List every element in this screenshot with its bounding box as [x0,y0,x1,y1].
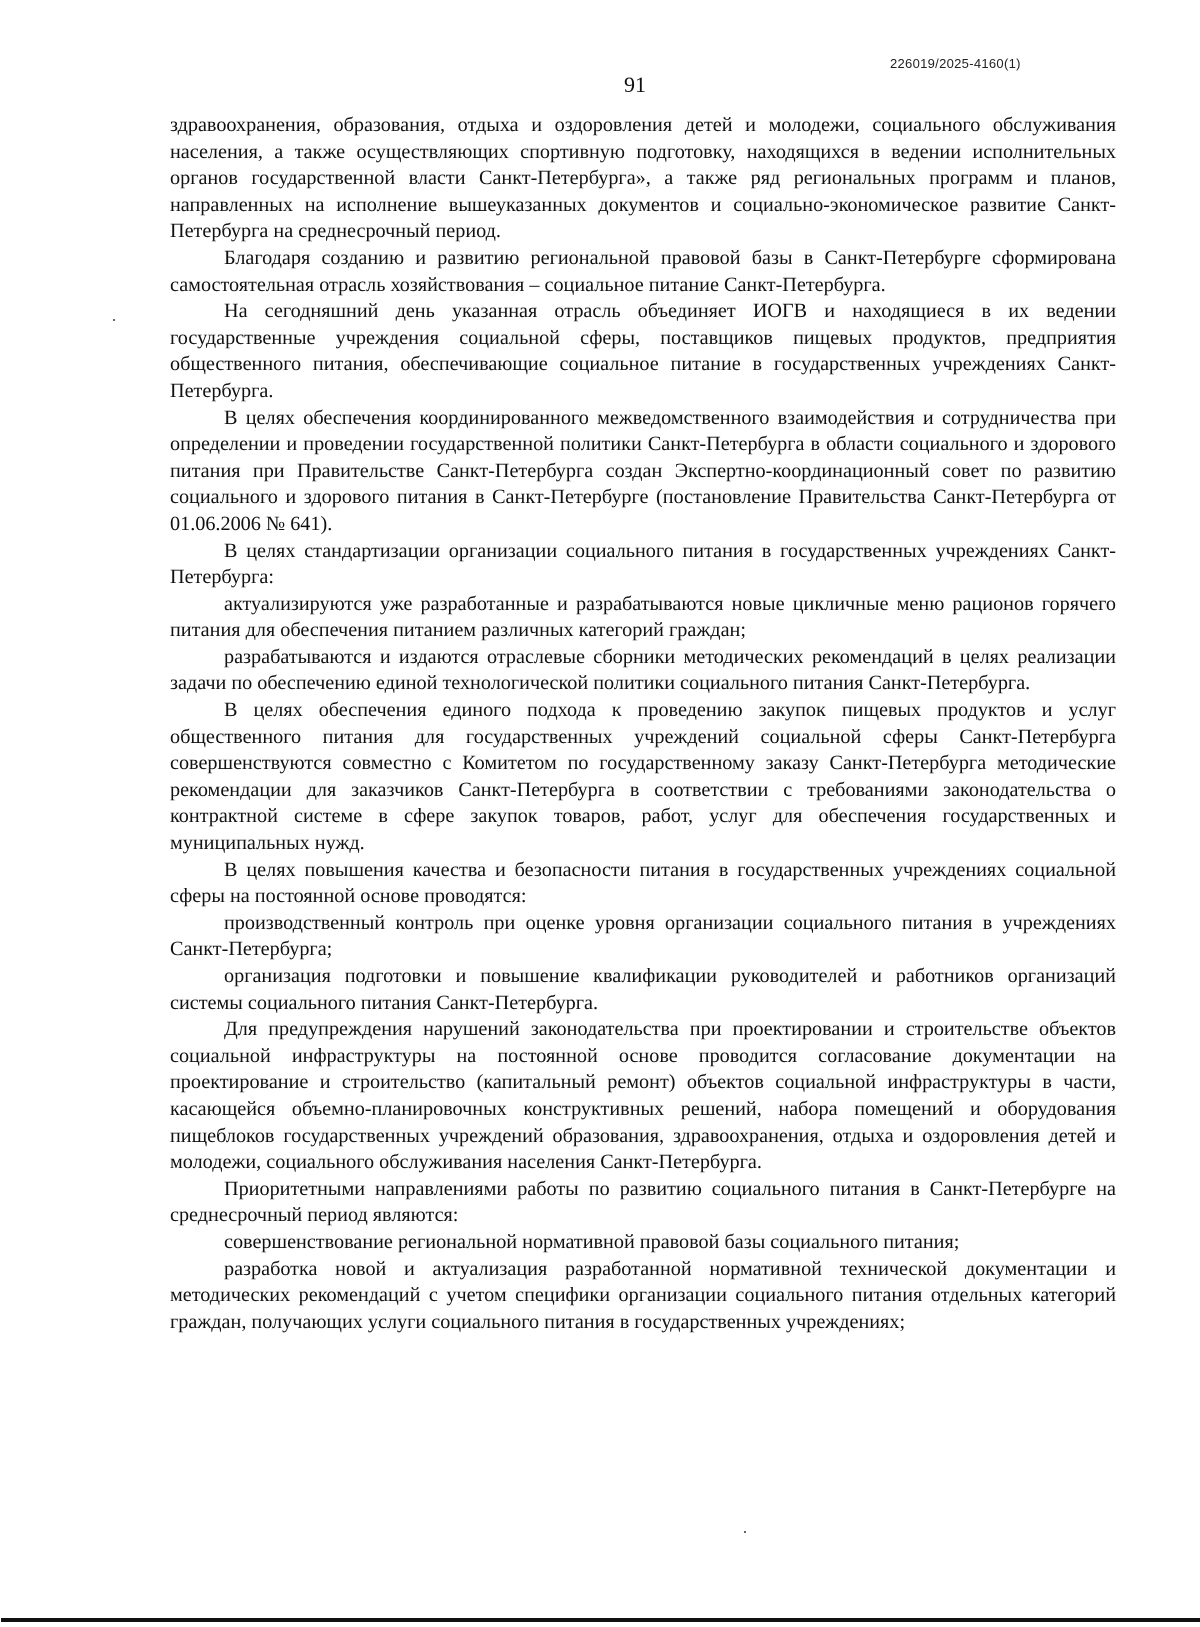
paragraph: совершенствование региональной нормативной правовой базы социального питания; [224,1230,960,1253]
document-body [170,112,1116,1335]
paragraph: В целях повышения качества и безопасности питания в государственных учреждениях социальной сферы на постоянной основе проводятся: [170,858,1116,908]
scan-speck [113,319,115,321]
document-id: 226019/2025-4160(1) [890,56,1021,71]
paragraph: Для предупреждения нарушений законодательства при проектировании и строительстве объектов социальной инфраструктуры на постоянной основе проводится согласование документации на проектирование и строительство (капитальный ремонт) объектов социальной инфраструктуры в части, касающейся объемно-планировочных конструктивных решений, набора помещений и оборудования пищеблоков государственных учреждений образования, здравоохранения, отдыха и оздоровления детей и молодежи, социального обслуживания населения Санкт-Петербурга. [170,1018,1116,1174]
paragraph: В целях обеспечения единого подхода к проведению закупок пищевых продуктов и услуг общественного питания для государственных учреждений социальной сферы Санкт-Петербурга совершенствуются совместно с Комитетом по государственному заказу Санкт-Петербурга методические рекомендации для заказчиков Санкт-Петербурга в соответствии с требованиями законодательства о контрактной системе в сфере закупок товаров, работ, услуг для обеспечения государственных и муниципальных нужд. [170,699,1116,855]
paragraph: здравоохранения, образования, отдыха и оздоровления детей и молодежи, социального обслуживания населения, а также осуществляющих спортивную подготовку, находящихся в ведении исполнительных органов государственной власти Санкт-Петербурга», а также ряд региональных программ и планов, направленных на исполнение вышеуказанных документов и социально-экономическое развитие Санкт-Петербурга на среднесрочный период. [170,114,1116,243]
paragraph: В целях обеспечения координированного межведомственного взаимодействия и сотрудничества при определении и проведении государственной политики Санкт-Петербурга в области социального и здорового питания при Правительстве Санкт-Петербурга создан Экспертно-координационный совет по развитию социального и здорового питания в Санкт-Петербурге (постановление Правительства Санкт-Петербурга от 01.06.2006 № 641). [170,406,1116,535]
page-number: 91 [624,72,646,97]
paragraph: Приоритетными направлениями работы по развитию социального питания в Санкт-Петербурге на среднесрочный период являются: [170,1177,1116,1227]
scan-speck [744,1531,746,1533]
paragraph: производственный контроль при оценке уровня организации социального питания в учреждениях Санкт-Петербурга; [170,911,1116,961]
scan-border [1,1618,1200,1622]
paragraph: В целях стандартизации организации социального питания в государственных учреждениях Санкт-Петербурга: [170,539,1116,589]
paragraph: разработка новой и актуализация разработанной нормативной технической документации и методических рекомендаций с учетом специфики организации социального питания отдельных категорий граждан, получающих услуги социального питания в государственных учреждениях; [170,1257,1116,1333]
paragraph: актуализируются уже разработанные и разрабатываются новые цикличные меню рационов горячего питания для обеспечения питанием различных категорий граждан; [170,592,1116,642]
paragraph: разрабатываются и издаются отраслевые сборники методических рекомендаций в целях реализации задачи по обеспечению единой технологической политики социального питания Санкт-Петербурга. [170,645,1116,695]
paragraph: На сегодняшний день указанная отрасль объединяет ИОГВ и находящиеся в их ведении государственные учреждения социальной сферы, поставщиков пищевых продуктов, предприятия общественного питания, обеспечивающие социальное питание в государственных учреждениях Санкт-Петербурга. [170,300,1116,402]
paragraph: организация подготовки и повышение квалификации руководителей и работников организаций системы социального питания Санкт-Петербурга. [170,965,1116,1014]
paragraph: Благодаря созданию и развитию региональной правовой базы в Санкт-Петербурге сформирована самостоятельная отрасль хозяйствования – социальное питание Санкт-Петербурга. [170,246,1116,296]
